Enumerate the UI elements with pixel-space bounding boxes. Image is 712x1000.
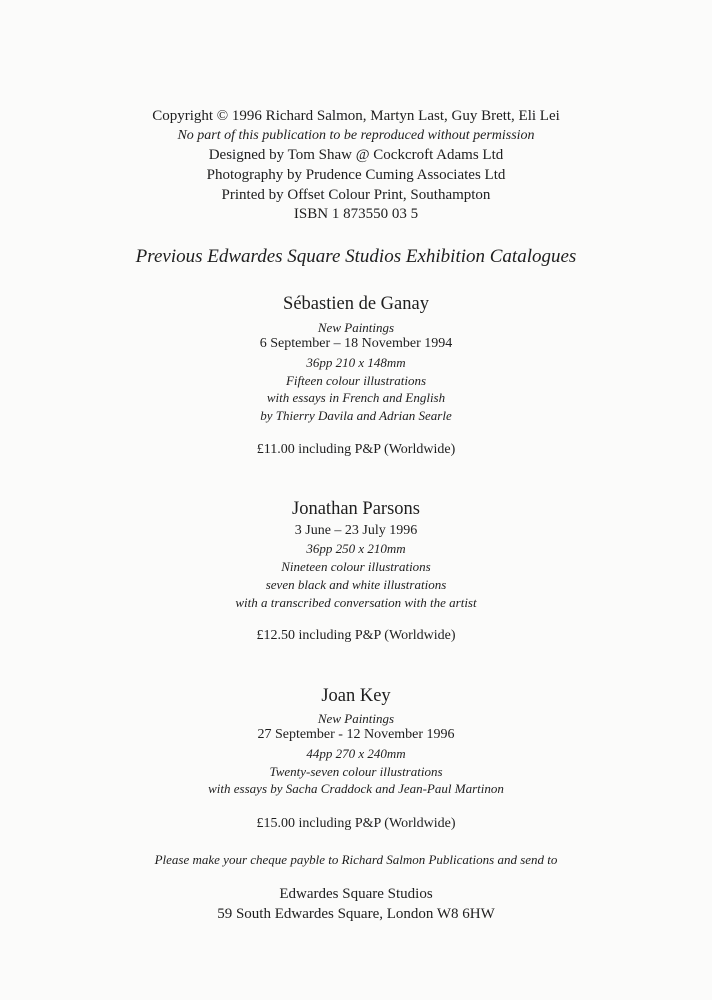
- design-credit: Designed by Tom Shaw @ Cockcroft Adams Ltd: [208, 147, 504, 163]
- catalogue-price: £12.50 including P&P (Worldwide): [256, 628, 456, 643]
- catalogue-dates: 6 September – 18 November 1994: [259, 336, 453, 351]
- catalogue-detail: by Thierry Davila and Adrian Searle: [260, 408, 452, 423]
- catalogue-price: £15.00 including P&P (Worldwide): [256, 816, 456, 831]
- catalogue-artist: Jonathan Parsons: [292, 499, 420, 519]
- permission-line: No part of this publication to be reproduced without permission: [177, 128, 535, 143]
- catalogue-detail: Nineteen colour illustrations: [281, 559, 431, 574]
- catalogue-format: 36pp 210 x 148mm: [306, 355, 406, 370]
- photography-credit: Photography by Prudence Cuming Associates Ltd: [206, 167, 506, 183]
- catalogue-artist: Sébastien de Ganay: [283, 294, 429, 314]
- catalogue-detail: with essays in French and English: [266, 390, 446, 405]
- address-name: Edwardes Square Studios: [279, 886, 433, 902]
- catalogue-artist: Joan Key: [321, 686, 391, 706]
- catalogue-detail: with essays by Sacha Craddock and Jean-Paul Martinon: [208, 781, 504, 796]
- catalogue-format: 36pp 250 x 210mm: [306, 541, 406, 556]
- catalogue-subtitle: New Paintings: [317, 711, 395, 726]
- address-street: 59 South Edwardes Square, London W8 6HW: [217, 906, 495, 922]
- catalogue-detail: Twenty-seven colour illustrations: [269, 764, 443, 779]
- order-note: Please make your cheque payble to Richard Salmon Publications and send to: [154, 852, 558, 867]
- catalogue-subtitle: New Paintings: [317, 320, 395, 335]
- catalogue-format: 44pp 270 x 240mm: [306, 746, 406, 761]
- catalogue-detail: seven black and white illustrations: [265, 577, 447, 592]
- section-title: Previous Edwardes Square Studios Exhibition Catalogues: [135, 246, 577, 267]
- catalogue-price: £11.00 including P&P (Worldwide): [256, 442, 456, 457]
- printing-credit: Printed by Offset Colour Print, Southampton: [221, 187, 491, 203]
- copyright-line: Copyright © 1996 Richard Salmon, Martyn Last, Guy Brett, Eli Lei: [152, 108, 560, 124]
- catalogue-detail: Fifteen colour illustrations: [285, 373, 427, 388]
- catalogue-dates: 3 June – 23 July 1996: [294, 523, 418, 538]
- isbn-line: ISBN 1 873550 03 5: [293, 206, 419, 222]
- catalogue-detail: with a transcribed conversation with the artist: [235, 595, 477, 610]
- catalogue-dates: 27 September - 12 November 1996: [257, 727, 455, 742]
